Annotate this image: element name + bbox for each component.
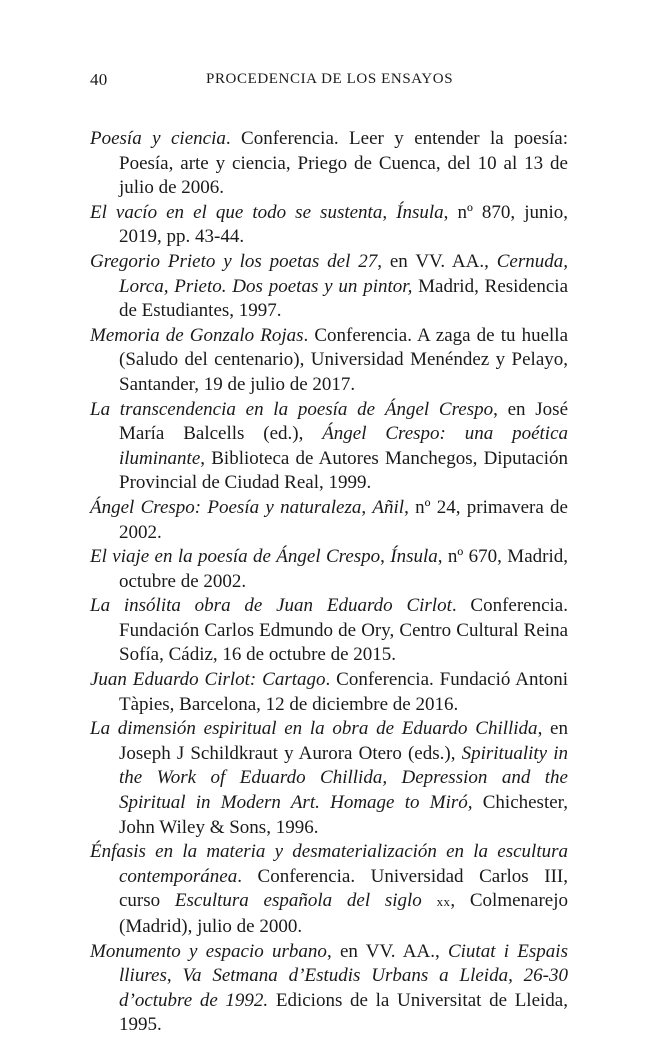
entry-details: , en VV. AA.,: [326, 940, 448, 962]
entry-details: ,: [382, 201, 397, 223]
entry-title: El viaje en la poesía de Ángel Crespo: [90, 546, 381, 568]
bibliography-entry: [90, 668, 568, 717]
entry-details: . Conferencia. A zaga de tu huella (Saludo del centenario), Universidad Menéndez y Pelayo, Santander, 19 de julio de 2017.: [119, 324, 568, 395]
entry-publication: Escultura española del siglo: [174, 890, 437, 912]
entry-details: . Conferencia. Leer y entender la poesía: Poesía, arte y ciencia, Priego de Cuenca, del 10 al 13 de julio de 2006.: [119, 128, 568, 199]
entry-title: Monumento y espacio urbano: [90, 940, 327, 962]
bibliography-entry: [90, 545, 568, 594]
entry-details: ,: [380, 546, 391, 568]
entry-title: Gregorio Prieto y los poetas del 27: [90, 250, 378, 272]
entry-details: . Conferencia. Fundación Carlos Edmundo de Ory, Centro Cultural Reina Sofía, Cádiz, 16 de octubre de 2015.: [119, 595, 568, 666]
bibliography-list: [90, 127, 568, 1038]
bibliography-entry: [90, 324, 568, 398]
running-head: [90, 70, 566, 94]
entry-details: , en VV. AA.,: [377, 250, 497, 272]
entry-title: Poesía y ciencia: [90, 128, 226, 149]
running-title: PROCEDENCIA DE LOS ENSAYOS: [206, 71, 454, 87]
entry-details: , nº 870, junio, 2019, pp. 43-44.: [119, 201, 569, 248]
entry-title: Memoria de Gonzalo Rojas: [90, 324, 304, 346]
entry-publication: Añil: [372, 496, 405, 518]
entry-title: El vacío en el que todo se sustenta: [90, 201, 383, 223]
entry-title: La transcendencia en la poesía de Ángel Crespo: [90, 398, 494, 420]
entry-publication: Ángel Crespo: una poética iluminante: [119, 423, 569, 469]
bibliography-entry: [90, 201, 568, 250]
bibliography-entry: [90, 398, 568, 496]
entry-details: , nº 670, Madrid, octubre de 2002.: [119, 546, 568, 592]
bibliography-entry: [90, 940, 568, 1038]
entry-publication: Cernuda, Lorca, Prieto. Dos poetas y un pintor,: [119, 250, 568, 297]
entry-title: La insólita obra de Juan Eduardo Cirlot: [90, 595, 452, 617]
bibliography-entry: [90, 496, 568, 545]
entry-details: , en José María Balcells (ed.),: [119, 398, 568, 445]
entry-publication: Va Setmana d’Estudis Urbans a Lleida, 26-30 d’octubre de 1992.: [119, 965, 569, 1011]
bibliography-entry: [90, 127, 568, 201]
entry-publication: Spirituality in the Work of Eduardo Chillida, Depression and the Spiritual in Modern Art. Homage to Miró,: [119, 742, 568, 814]
entry-details: , Biblioteca de Autores Manchegos, Diputación Provincial de Ciudad Real, 1999.: [119, 447, 568, 494]
entry-details: , nº 24, primavera de 2002.: [119, 496, 568, 543]
entry-title: La dimensión espiritual en la obra de Eduardo Chillida: [90, 718, 538, 740]
page-number: 40: [90, 70, 108, 89]
entry-title: Juan Eduardo Cirlot: Cartago: [90, 669, 326, 691]
entry-title: Énfasis en la materia y desmaterialización en la escultura contemporánea: [90, 841, 568, 887]
entry-century-smallcaps: xx: [436, 894, 451, 910]
entry-details: Edicions de la Universitat de Lleida, 1995.: [119, 989, 568, 1036]
entry-details: Madrid, Residencia de Estudiantes, 1997.: [119, 275, 568, 322]
entry-details: ,: [361, 496, 373, 518]
entry-details: . Conferencia. Fundació Antoni Tàpies, Barcelona, 12 de diciembre de 2016.: [119, 669, 568, 715]
bibliography-entry: [90, 717, 568, 840]
bibliography-entry: [90, 250, 568, 324]
entry-details: , en Joseph J Schildkraut y Aurora Otero (eds.),: [119, 718, 568, 764]
entry-details: , Colmenarejo (Madrid), julio de 2000.: [119, 890, 569, 937]
bibliography-entry: [90, 840, 568, 939]
entry-details: . Conferencia. Universidad Carlos III, curso: [119, 865, 568, 912]
entry-title: Ángel Crespo: Poesía y naturaleza: [90, 496, 362, 518]
entry-publication: Ínsula: [396, 201, 444, 223]
entry-details: Chichester, John Wiley & Sons, 1996.: [119, 792, 568, 838]
entry-publication: Ciutat i Espais lliures: [119, 940, 568, 987]
entry-details: ,: [166, 965, 183, 987]
bibliography-entry: [90, 594, 568, 668]
entry-publication: Ínsula: [390, 546, 438, 568]
